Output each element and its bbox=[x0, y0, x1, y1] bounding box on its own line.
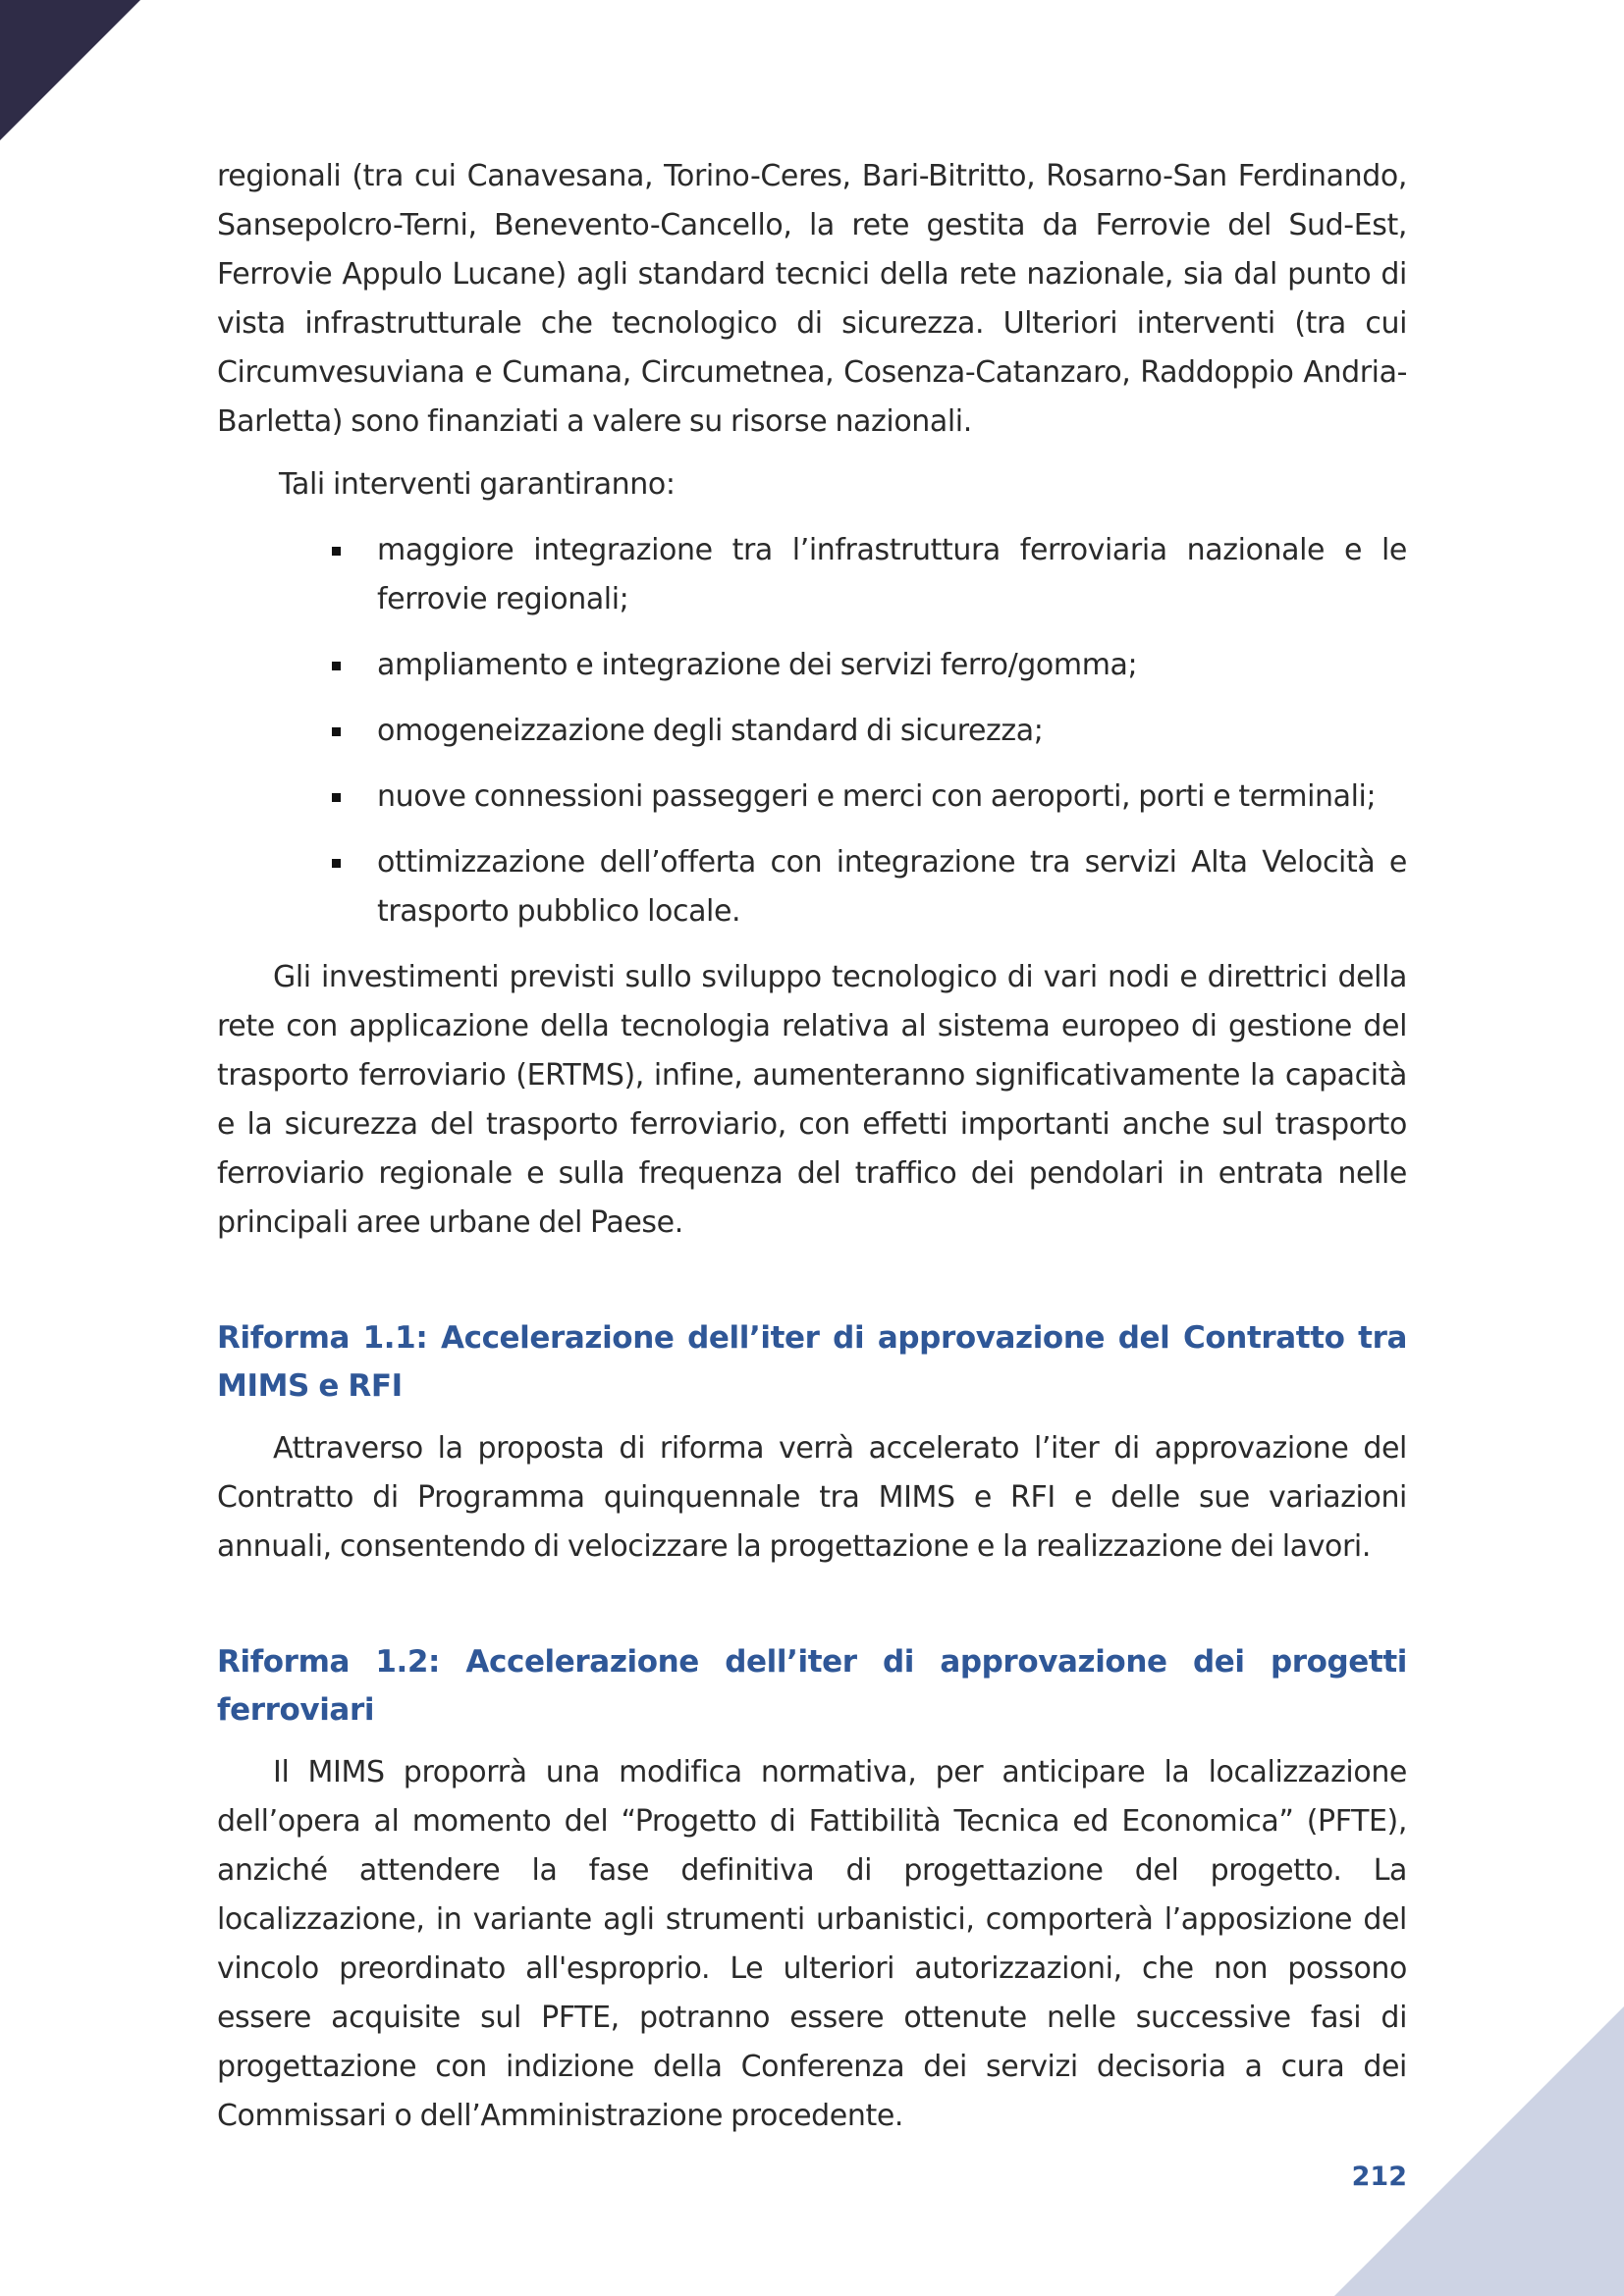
section-paragraph: Attraverso la proposta di riforma verrà accelerato l’iter di approvazione del Contratto di Programma quinquennale tra MIMS e RFI e delle sue variazioni annuali, consentendo di velocizzare la progettazione e la realizzazione dei lavori. bbox=[217, 1431, 1407, 1564]
page-content bbox=[217, 152, 1407, 2155]
list-item: maggiore integrazione tra l’infrastruttura ferroviaria nazionale e le ferrovie regionali; bbox=[377, 526, 1407, 624]
list-intro: Tali interventi garantiranno: bbox=[279, 467, 676, 502]
section-heading: Riforma 1.1: Accelerazione dell’iter di approvazione del Contratto tra MIMS e RFI bbox=[217, 1320, 1407, 1404]
list-item: ottimizzazione dell’offerta con integrazione tra servizi Alta Velocità e trasporto pubblico locale. bbox=[377, 838, 1407, 936]
body-paragraph: regionali (tra cui Canavesana, Torino-Ceres, Bari-Bitritto, Rosarno-San Ferdinando, Sansepolcro-Terni, Benevento-Cancello, la rete gestita da Ferrovie del Sud-Est, Ferrovie Appulo Lucane) agli standard tecnici della rete nazionale, sia dal punto di vista infrastrutturale che tecnologico di sicurezza. Ulteriori interventi (tra cui Circumvesuviana e Cumana, Circumetnea, Cosenza-Catanzaro, Raddoppio Andria-Barletta) sono finanziati a valere su risorse nazionali. bbox=[217, 159, 1407, 439]
body-paragraph: Gli investimenti previsti sullo sviluppo tecnologico di vari nodi e direttrici della rete con applicazione della tecnologia relativa al sistema europeo di gestione del trasporto ferroviario (ERTMS), infine, aumenteranno significativamente la capacità e la sicurezza del trasporto ferroviario, con effetti importanti anche sul trasporto ferroviario regionale e sulla frequenza del traffico dei pendolari in entrata nelle principali aree urbane del Paese. bbox=[217, 960, 1407, 1240]
section-paragraph: Il MIMS proporrà una modifica normativa, per anticipare la localizzazione dell’opera al momento del “Progetto di Fattibilità Tecnica ed Economica” (PFTE), anziché attendere la fase definitiva di progettazione del progetto. La localizzazione, in variante agli strumenti urbanistici, comporterà l’apposizione del vincolo preordinato all'esproprio. Le ulteriori autorizzazioni, che non possono essere acquisite sul PFTE, potranno essere ottenute nelle successive fasi di progettazione con indizione della Conferenza dei servizi decisoria a cura dei Commissari o dell’Amministrazione procedente. bbox=[217, 1755, 1407, 2133]
page-number: 212 bbox=[1351, 2162, 1407, 2192]
section-heading: Riforma 1.2: Accelerazione dell’iter di approvazione dei progetti ferroviari bbox=[217, 1644, 1407, 1728]
bullet-list bbox=[217, 526, 1407, 936]
list-item: ampliamento e integrazione dei servizi ferro/gomma; bbox=[377, 641, 1407, 690]
corner-decoration-top-left bbox=[0, 0, 140, 140]
list-item: nuove connessioni passeggeri e merci con aeroporti, porti e terminali; bbox=[377, 773, 1407, 822]
list-item: omogeneizzazione degli standard di sicurezza; bbox=[377, 707, 1407, 756]
